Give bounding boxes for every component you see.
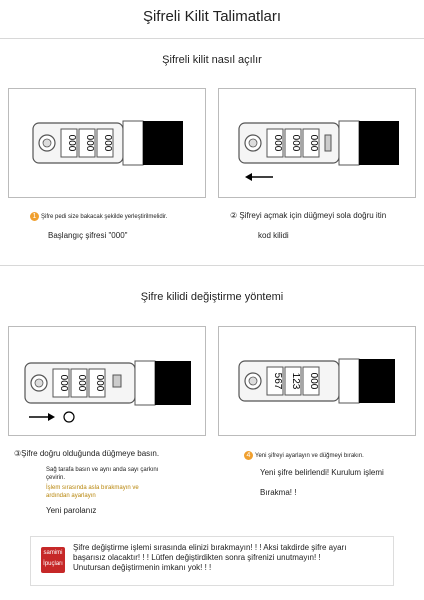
step4-number: 4: [244, 451, 253, 460]
step4-line1: Yeni şifre belirlendi! Kurulum işlemi: [260, 468, 384, 477]
dial-4c: 000: [308, 372, 319, 390]
lock-illustration-1: [9, 89, 207, 199]
dial-4a: 567: [272, 372, 283, 390]
dial-4b: 123: [290, 372, 301, 390]
step2-caption: ② Şifreyi açmak için düğmeyi sola doğru itin: [230, 211, 387, 220]
lock-illustration-4: [219, 327, 417, 437]
dial-3b: 000: [76, 374, 87, 392]
step1-caption: 1 Şifre pedi size bakacak şekilde yerleştirilmelidir.: [30, 212, 167, 221]
step1-number: 1: [30, 212, 39, 221]
section2-title: Şifre kilidi değiştirme yöntemi: [140, 291, 284, 303]
step3-number: ③: [14, 449, 22, 458]
step3-new-password: Yeni parolanız: [46, 506, 97, 515]
dial-2a: 000: [272, 134, 283, 152]
dial-1a: 000: [66, 134, 77, 152]
step4-line2: Bırakma! !: [260, 488, 297, 497]
lock-panel-1: [8, 88, 206, 198]
lock-panel-2: [218, 88, 416, 198]
lock-panel-4: [218, 326, 416, 436]
step3-warning: İşlem sırasında asla bırakmayın ve ardından ayarlayın: [46, 485, 139, 499]
page-title: Şifreli Kilit Talimatları: [142, 8, 282, 25]
step2-sub: kod kilidi: [258, 231, 289, 240]
lock-panel-3: [8, 326, 206, 436]
dial-1c: 000: [102, 134, 113, 152]
rotate-icon: [64, 412, 74, 422]
dial-2c: 000: [308, 134, 319, 152]
section1-title: Şifreli kilit nasıl açılır: [162, 54, 262, 66]
tips-text: Şifre değiştirme işlemi sırasında elinizi bırakmayın! ! ! Aksi takdirde şifre ayarı başarısız olacaktır! ! ! Lütfen değiştirdikten sonra şifrenizi unutmayın! ! Unutursan değiştirmenin imkanı yok! ! !: [73, 543, 347, 572]
dial-3c: 000: [94, 374, 105, 392]
step4-caption: 4 Yeni şifreyi ayarlayın ve düğmeyi bırakın.: [244, 451, 364, 460]
lock-illustration-2: [219, 89, 417, 199]
step3-instructions: Sağ tarafa basın ve aynı anda sayı çarkını çevirin.: [46, 467, 159, 481]
lock-illustration-3: [9, 327, 207, 437]
dial-3a: 000: [58, 374, 69, 392]
dial-2b: 000: [290, 134, 301, 152]
step2-number: ②: [230, 211, 238, 220]
divider: [0, 38, 424, 39]
tips-badge: samimi İpuçları: [41, 547, 65, 573]
step3-caption: ③Şifre doğru olduğunda düğmeye basın.: [14, 449, 160, 458]
dial-1b: 000: [84, 134, 95, 152]
step1-sub: Başlangıç şifresi "000": [48, 231, 128, 240]
tips-box: [30, 536, 394, 586]
divider: [0, 265, 424, 266]
